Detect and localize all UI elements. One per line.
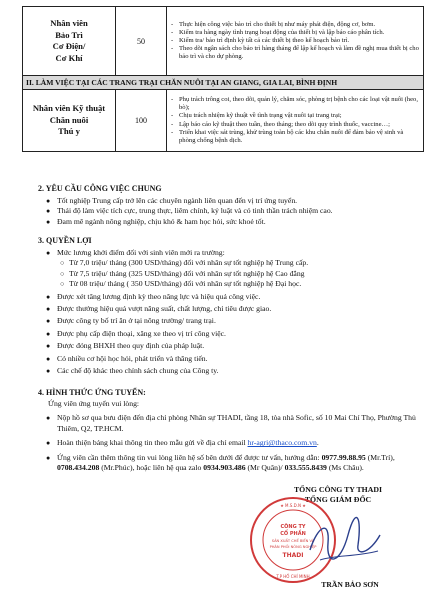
- list-item: ● Ứng viên cần thêm thông tin vui lòng liên hệ số bên dưới để được tư vấn, hướng dẫn: 0977.99.88.95 (Mr.Trí), 0708.434.208 (Mr.Phúc), hoặc liên hệ qua zalo 0934.903.486 (Mr Quân)/ 033.555.8439 (Ms Châu).: [46, 452, 395, 473]
- list-item-text: Thái độ làm việc tích cực, trung thực, liêm chính, kỷ luật và có tinh thần trách nhiệm cao.: [57, 206, 333, 216]
- svg-text:CÔNG TY: CÔNG TY: [280, 524, 306, 530]
- list-item: ● Mức lương khởi điểm đối với sinh viên mới ra trường:: [46, 248, 225, 257]
- position-line: Nhân viên: [50, 18, 88, 28]
- salary-text: Từ 08 triệu/ tháng ( 350 USD/tháng) đối với nhân sự tốt nghiệp hệ Đại học.: [69, 279, 302, 289]
- position-line: Chăn nuôi: [49, 114, 89, 125]
- svg-text:SẢN XUẤT CHẾ BIẾN VÀ: SẢN XUẤT CHẾ BIẾN VÀ: [271, 539, 315, 543]
- duty-item: - Phụ trách trông coi, theo dõi, quản lý, chăm sóc, phòng trị bệnh cho các loại vật nuôi (heo, bò);: [170, 96, 421, 112]
- svg-text:THADI: THADI: [282, 552, 304, 559]
- svg-text:CỔ PHẦN: CỔ PHẦN: [280, 531, 306, 537]
- list-item: ● Đam mê ngành nông nghiệp, chịu khó & ham học hỏi, sức khoẻ tốt.: [46, 216, 266, 226]
- requirements-list: [38, 196, 418, 227]
- position-cell: [23, 7, 116, 76]
- list-item-text: Đam mê ngành nông nghiệp, chịu khó & ham học hỏi, sức khoẻ tốt.: [57, 216, 266, 226]
- position-line: Nhân viên Kỹ thuật: [32, 103, 106, 114]
- svg-text:T.P HỒ CHÍ MINH: T.P HỒ CHÍ MINH: [276, 574, 310, 579]
- section-heading: 2. YÊU CẦU CÔNG VIỆC CHUNG: [38, 184, 162, 193]
- section-title: II. LÀM VIỆC TẠI CÁC TRANG TRẠI CHĂN NUÔI TẠI AN GIANG, GIA LAI, BÌNH ĐỊNH: [23, 76, 424, 90]
- salary-item: ○ Từ 7,5 triệu/ tháng (325 USD/tháng) đối với nhân sự tốt nghiệp hệ Cao đẳng: [60, 268, 305, 278]
- duties-cell: [167, 90, 424, 152]
- position-cell: [23, 90, 116, 152]
- list-item: ● Nộp hồ sơ qua bưu điện đến địa chỉ phòng Nhân sự THADI, tầng 18, tòa nhà Sofic, số 10 Mai Chí Thọ, Phường Thủ Thiêm, Q2, TP.HCM.: [46, 413, 416, 433]
- list-item-text: Được thưởng hiệu quả vượt năng suất, chất lượng, chỉ tiêu được giao.: [57, 304, 272, 314]
- application-list: [38, 399, 418, 473]
- section-row: [23, 76, 424, 90]
- duty-item: - Kiểm tra/ bảo trì định kỳ tất cả các thiết bị theo kế hoạch bảo trì.: [170, 37, 421, 45]
- job-table: [22, 6, 424, 152]
- salary-text: Từ 7,5 triệu/ tháng (325 USD/tháng) đối với nhân sự tốt nghiệp hệ Cao đẳng: [69, 268, 305, 278]
- list-item: ● Các chế độ khác theo chính sách chung của Công ty.: [46, 366, 219, 376]
- list-item: ● Có nhiều cơ hội học hỏi, phát triển và thăng tiến.: [46, 353, 208, 363]
- list-item-text: Được xét tăng lương định kỳ theo năng lực và hiệu quả công việc.: [57, 291, 261, 301]
- list-item-text: Nộp hồ sơ qua bưu điện đến địa chỉ phòng Nhân sự THADI, tầng 18, tòa nhà Sofic, số 10 Mai Chí Thọ, Phường Thủ Thiêm, Q2, TP.HCM.: [57, 413, 416, 433]
- position-line: Cơ Điện/: [52, 41, 86, 51]
- email-link[interactable]: hr-agri@thaco.com.vn: [247, 438, 317, 448]
- duty-item: - Thực hiện công việc bảo trì cho thiết bị như máy phát điện, động cơ, bơm.: [170, 21, 421, 29]
- list-item-text: Có nhiều cơ hội học hỏi, phát triển và thăng tiến.: [57, 353, 208, 363]
- list-item: ● Được thưởng hiệu quả vượt năng suất, chất lượng, chỉ tiêu được giao.: [46, 304, 272, 314]
- table-row: [23, 90, 424, 152]
- handwritten-signature: [300, 505, 390, 580]
- list-item-text: Tốt nghiệp Trung cấp trở lên các chuyên ngành liên quan đến vị trí ứng tuyển.: [57, 196, 298, 205]
- position-line: Thú y: [58, 126, 80, 137]
- signer-name: TRẦN BẢO SƠN: [321, 580, 379, 589]
- svg-text:PHÂN PHỐI NÔNG NGHIỆP: PHÂN PHỐI NÔNG NGHIỆP: [269, 545, 317, 549]
- list-item-text: Các chế độ khác theo chính sách chung của Công ty.: [57, 366, 219, 376]
- list-item: ● Thái độ làm việc tích cực, trung thực, liêm chính, kỷ luật và có tinh thần trách nhiệm cao.: [46, 206, 333, 216]
- application-intro: Ứng viên ứng tuyển vui lòng:: [48, 399, 140, 408]
- duty-item: - Chịu trách nhiệm kỹ thuật về tình trạng vật nuôi tại trang trại;: [170, 112, 421, 120]
- salary-item: ○ Từ 7,0 triệu/ tháng (300 USD/tháng) đối với nhân sự tốt nghiệp hệ Trung cấp.: [60, 258, 309, 268]
- section-heading: 4. HÌNH THỨC ỨNG TUYỂN:: [38, 388, 146, 397]
- list-item-text: Mức lương khởi điểm đối với sinh viên mới ra trường:: [57, 248, 225, 257]
- phone-number: 0977.99.88.95: [321, 452, 366, 462]
- list-item: ● Được công ty bố trí ăn ở tại nông trường/ trang trại.: [46, 316, 216, 326]
- salary-text: Từ 7,0 triệu/ tháng (300 USD/tháng) đối với nhân sự tốt nghiệp hệ Trung cấp.: [69, 258, 309, 268]
- duty-item: - Kiểm tra hàng ngày tình trạng hoạt động của thiết bị và lập báo cáo phân tích.: [170, 29, 421, 37]
- salary-item: ○ Từ 08 triệu/ tháng ( 350 USD/tháng) đối với nhân sự tốt nghiệp hệ Đại học.: [60, 279, 302, 289]
- duty-item: - Triển khai việc sát trùng, khử trùng toàn bộ các khu chăn nuôi để đảm bảo vệ sinh và phòng chống bệnh dịch.: [170, 129, 421, 145]
- duty-item: - Lập báo cáo kỹ thuật theo tuần, theo tháng; theo dõi quy trình thuốc, vaccine…;: [170, 121, 421, 129]
- list-item-text: Hoàn thiện bảng khai thông tin theo mẫu gửi về địa chỉ email: [57, 438, 248, 448]
- list-item: ● Được đóng BHXH theo quy định của pháp luật.: [46, 341, 205, 351]
- svg-text:★ M.S.D.N ★: ★ M.S.D.N ★: [280, 503, 306, 508]
- quantity-cell: 50: [116, 7, 167, 76]
- quantity-cell: 100: [116, 90, 167, 152]
- list-item: ● Tốt nghiệp Trung cấp trở lên các chuyên ngành liên quan đến vị trí ứng tuyển.: [46, 196, 298, 205]
- table-row: [23, 7, 424, 76]
- phone-number: 033.555.8439: [284, 463, 327, 473]
- list-item: ● Hoàn thiện bảng khai thông tin theo mẫu gửi về địa chỉ email hr-agri@thaco.com.vn.: [46, 438, 319, 448]
- list-item-text: Được phụ cấp điện thoại, xăng xe theo vị trí công việc.: [57, 328, 226, 338]
- list-item-text: Được công ty bố trí ăn ở tại nông trường/ trang trại.: [57, 316, 216, 326]
- signature-title: TỔNG GIÁM ĐỐC: [304, 495, 372, 504]
- phone-number: 0708.434.208: [57, 463, 100, 473]
- section-heading: 3. QUYỀN LỢI: [38, 236, 92, 245]
- list-item: ● Được xét tăng lương định kỳ theo năng lực và hiệu quả công việc.: [46, 291, 261, 301]
- position-line: Cơ Khí: [55, 52, 83, 63]
- position-line: Bảo Trì: [55, 29, 83, 40]
- list-item: ● Được phụ cấp điện thoại, xăng xe theo vị trí công việc.: [46, 328, 226, 338]
- signature-org: TỔNG CÔNG TY THADI: [293, 485, 383, 494]
- list-item-text: Được đóng BHXH theo quy định của pháp luật.: [57, 341, 205, 351]
- phone-number: 0934.903.486: [203, 463, 246, 473]
- duty-item: - Theo dõi ngân sách cho bảo trì hàng tháng để lập kế hoạch và làm đề nghị mua thiết bị cho bảo trì và cho dự phòng.: [170, 45, 421, 61]
- duties-cell: [167, 7, 424, 76]
- benefits-list: [38, 248, 418, 376]
